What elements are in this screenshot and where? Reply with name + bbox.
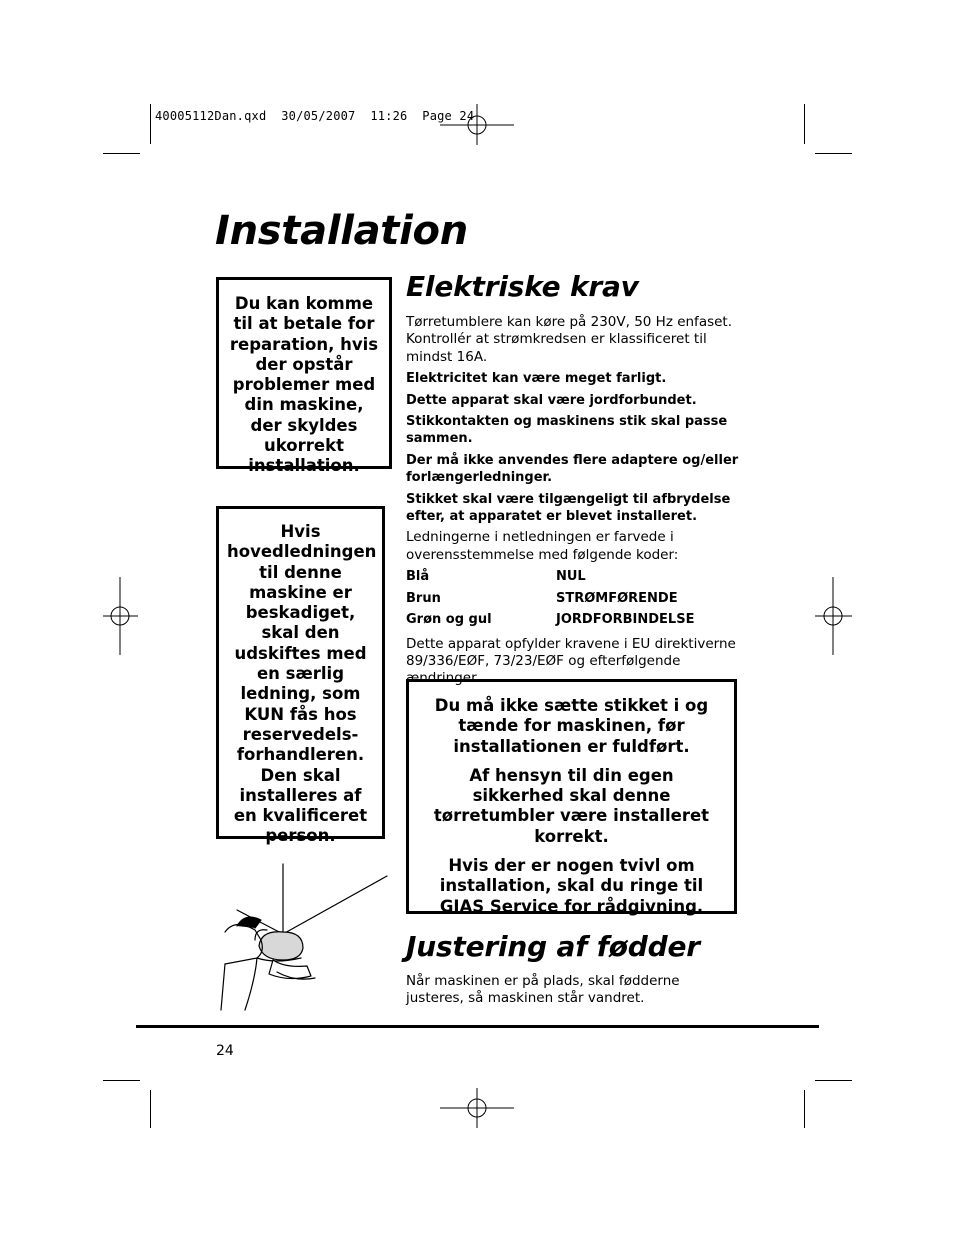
wire-code-table xyxy=(406,568,736,632)
safety-text: Hvis der er nogen tvivl om installation, skal du ringe til GIAS Service for rådgivning. xyxy=(439,856,704,916)
wires-intro: Ledningerne i netledningen er farvede i overensstemmelse med følgende koder: xyxy=(406,529,679,563)
electrical-intro: Tørretumblere kan køre på 230V, 50 Hz enfaset. Kontrollér at strømkredsen er klassificeret til mindst 16A. xyxy=(406,314,733,365)
safety-text: Du må ikke sætte stikket i og tænde for maskinen, før installationen er fuldført. xyxy=(434,696,709,756)
page-number: 24 xyxy=(216,1043,234,1059)
warning-box-cable-text: Hvis hovedledningen til denne maskine er beskadiget, skal den udskiftes med en særlig ledning, som KUN fås hos reservedels-forhandleren. Den skal installeres af en kvalificeret person. xyxy=(227,522,377,846)
footer-rule xyxy=(136,1025,819,1028)
warning-box-repair xyxy=(216,277,392,476)
table-row xyxy=(406,590,736,611)
electrical-warning: Der må ikke anvendes flere adaptere og/eller forlængerledninger. xyxy=(406,452,739,486)
wire-color: Grøn og gul xyxy=(406,612,492,628)
feet-heading: Justering af fødder xyxy=(406,930,700,963)
electrical-body xyxy=(406,314,741,692)
table-row xyxy=(406,568,736,589)
electrical-warning: Elektricitet kan være meget farligt. xyxy=(406,371,667,387)
safety-text: Af hensyn til din egen sikkerhed skal denne tørretumbler være installeret korrekt. xyxy=(433,765,710,846)
warning-box-cable xyxy=(216,506,385,846)
safety-box xyxy=(406,679,737,914)
warning-box-repair-text: Du kan komme til at betale for reparation, hvis der opstår problemer med din maskine, der skyldes ukorrekt installation. xyxy=(229,294,379,476)
table-row xyxy=(406,611,736,632)
wire-code: JORDFORBINDELSE xyxy=(556,612,695,628)
wire-color: Blå xyxy=(406,569,430,585)
electrical-warning: Stikkontakten og maskinens stik skal passe sammen. xyxy=(406,414,728,447)
feet-text: Når maskinen er på plads, skal fødderne justeres, så maskinen står vandret. xyxy=(406,973,680,1007)
electrical-warning: Dette apparat skal være jordforbundet. xyxy=(406,392,697,408)
page-title: Installation xyxy=(215,208,468,254)
electrical-warning: Stikket skal være tilgængeligt til afbrydelse efter, at apparatet er blevet installeret. xyxy=(406,491,731,525)
wire-code: STRØMFØRENDE xyxy=(556,590,678,606)
feet-adjustment-illustration xyxy=(215,860,395,1020)
electrical-heading: Elektriske krav xyxy=(406,270,639,303)
wire-code: NUL xyxy=(556,569,586,585)
compliance-text: Dette apparat opfylder kravene i EU direktiverne 89/336/EØF, 73/23/EØF og efterfølgende ændringer. xyxy=(406,635,736,687)
wire-color: Brun xyxy=(406,590,441,606)
printer-slug: 40005112Dan.qxd 30/05/2007 11:26 Page 24 xyxy=(155,109,475,123)
